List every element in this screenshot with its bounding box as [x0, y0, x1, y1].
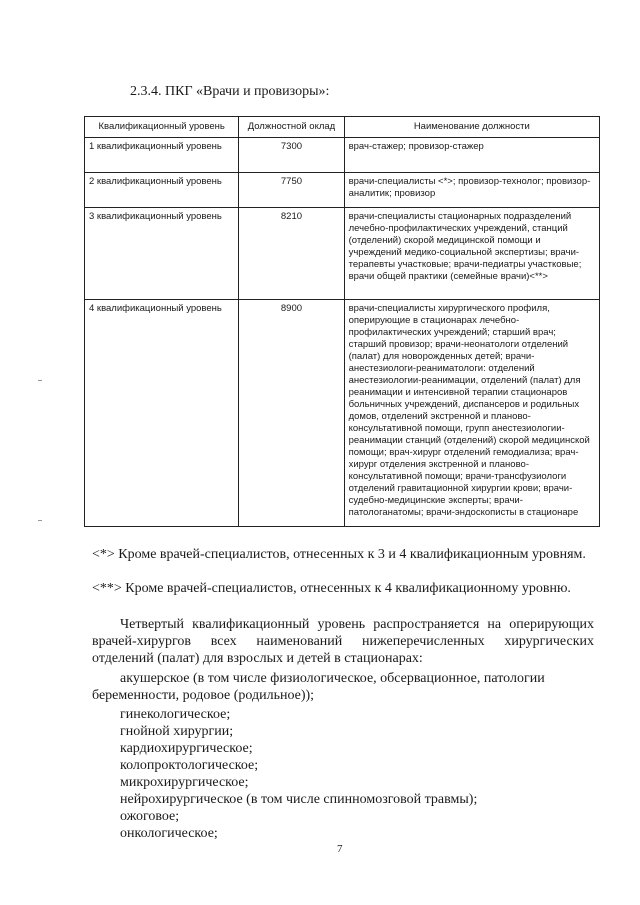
cell-positions: врачи-специалисты стационарных подразделений лечебно-профилактических учреждений, станций (отделений) скорой медицинской помощи и учреждений медико-социальной экспертизы; врачи-терапевты участковые; врачи-педиатры участковые; врачи общей практики (семейные врачи)<**>	[344, 208, 599, 300]
header-positions: Наименование должности	[344, 117, 599, 138]
scan-mark	[38, 380, 42, 381]
table-header-row	[85, 117, 600, 138]
cell-level: 2 квалификационный уровень	[85, 173, 239, 208]
cell-positions: врач-стажер; провизор-стажер	[344, 138, 599, 173]
cell-salary: 8900	[239, 300, 344, 527]
list-item: гинекологическое;	[120, 707, 231, 722]
list-item: нейрохирургическое (в том числе спинномозговой травмы);	[120, 792, 478, 807]
cell-positions: врачи-специалисты хирургического профиля, оперирующие в стационарах лечебно-профилактических учреждений; старший врач; старший провизор; врачи-неонатологи отделений (палат) для новорожденных детей; врачи-анестезиологи-реаниматологи: отделений анестезиологии-реанимации, отделений (палат) для реанимации и интенсивной терапии стационаров больничных учреждений, диспансеров и родильных домов, отделений экстренной и планово-консультативной помощи, групп анестезиологии-реанимации станций (отделений) скорой медицинской помощи; врач-хирург отделений гемодиализа; врач-хирург отделения экстренной и планово-консультативной помощи; врачи-трансфузиологи отделений гравитационной хирургии крови; врачи-судебно-медицинские эксперты; врачи-патологанатомы; врачи-эндоскописты в стационаре	[344, 300, 599, 527]
footnote-2: <**> Кроме врачей-специалистов, отнесенных к 4 квалификационному уровню.	[92, 581, 571, 596]
cell-level: 4 квалификационный уровень	[85, 300, 239, 527]
cell-level: 3 квалификационный уровень	[85, 208, 239, 300]
salary-table	[84, 116, 600, 527]
section-heading: 2.3.4. ПКГ «Врачи и провизоры»:	[130, 84, 330, 99]
scan-mark	[38, 520, 42, 521]
cell-salary: 7750	[239, 173, 344, 208]
list-item: ожоговое;	[120, 809, 180, 824]
cell-salary: 7300	[239, 138, 344, 173]
body-paragraph: Четвертый квалификационный уровень распространяется на оперирующих врачей-хирургов всех наименований нижеперечисленных хирургических отделений (палат) для взрослых и детей в стационарах:	[92, 617, 594, 666]
cell-positions: врачи-специалисты <*>; провизор-технолог; провизор-аналитик; провизор	[344, 173, 599, 208]
table-row	[85, 300, 600, 527]
cell-level: 1 квалификационный уровень	[85, 138, 239, 173]
table-row	[85, 208, 600, 300]
header-salary: Должностной оклад	[239, 117, 344, 138]
page-number: 7	[337, 843, 343, 855]
list-item: акушерское (в том числе физиологическое, обсервационное, патологии беременности, родовое (родильное));	[92, 671, 545, 703]
footnote-1: <*> Кроме врачей-специалистов, отнесенных к 3 и 4 квалификационным уровням.	[92, 547, 586, 562]
list-item: колопроктологическое;	[120, 758, 259, 773]
cell-salary: 8210	[239, 208, 344, 300]
table-row	[85, 138, 600, 173]
list-item: микрохирургическое;	[120, 775, 249, 790]
table-row	[85, 173, 600, 208]
list-item: онкологическое;	[120, 826, 218, 841]
list-item: гнойной хирургии;	[120, 724, 234, 739]
header-level: Квалификационный уровень	[85, 117, 239, 138]
list-item: кардиохирургическое;	[120, 741, 253, 756]
